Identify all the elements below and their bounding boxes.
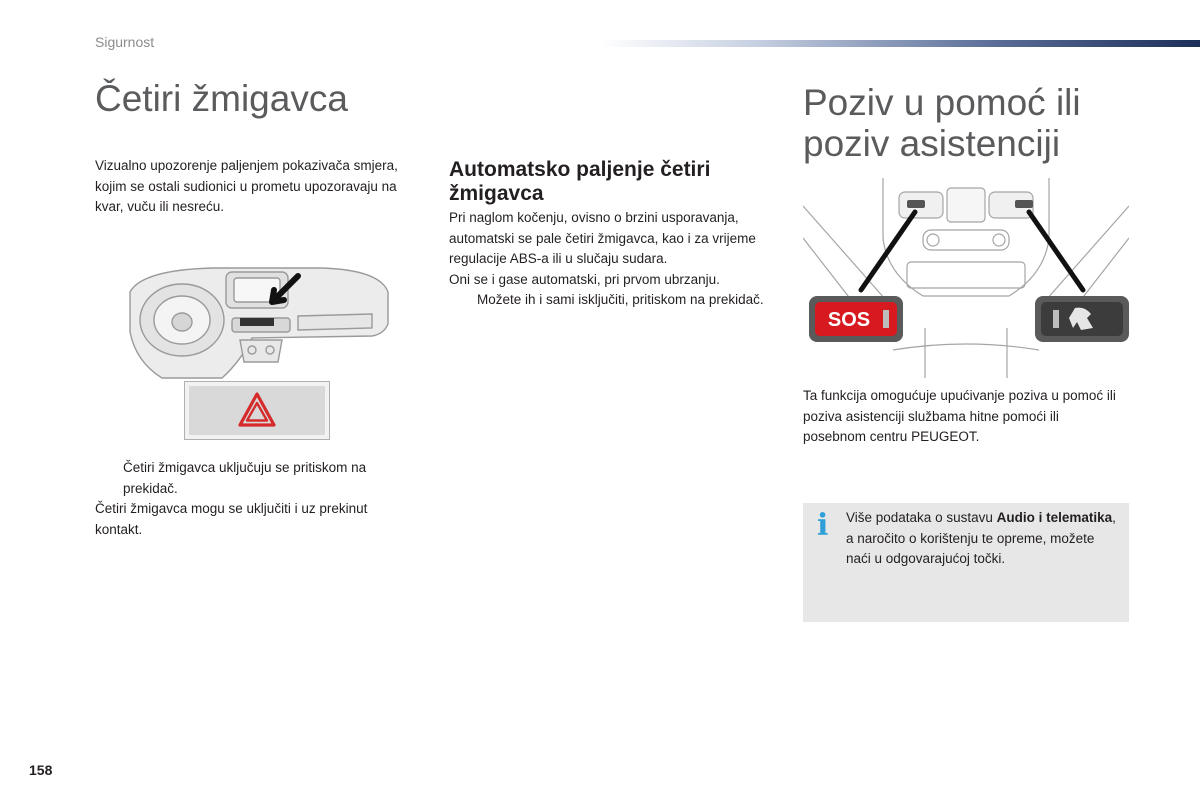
page-title-hazard-lights: Četiri žmigavca: [95, 78, 348, 119]
bullet-text: Četiri žmigavca uključuju se pritiskom na prekidač.: [123, 460, 367, 496]
section-label: Sigurnost: [95, 34, 155, 50]
hazard-note: Četiri žmigavca mogu se uključiti i uz prekinut kontakt.: [95, 501, 368, 537]
dashboard-illustration: [122, 262, 392, 380]
info-box: [803, 503, 1129, 622]
auto-hazard-paragraph-2: Oni se i gase automatski, pri prvom ubrzanju.: [449, 271, 720, 287]
auto-hazard-text: [449, 208, 774, 311]
bullet-marker: [449, 290, 477, 311]
info-text-suffix: , a naročito o korištenju te opreme, možete naći u odgovarajućoj točki.: [846, 510, 1116, 566]
page-title-emergency-call: Poziv u pomoć ili poziv asistenciji: [803, 82, 1081, 165]
hazard-switch-icon: [184, 381, 330, 440]
sos-console-illustration: [803, 178, 1129, 378]
info-icon: i: [817, 508, 829, 543]
info-text-bold: Audio i telematika: [996, 510, 1113, 525]
auto-hazard-heading: Automatsko paljenje četiri žmigavca: [449, 158, 711, 205]
hazard-intro-text: Vizualno upozorenje paljenjem pokazivača smjera, kojim se ostali sudionici u prometu upozoravaju na kvar, vuču ili nesreću.: [95, 158, 398, 214]
page-number: 158: [29, 762, 53, 778]
bullet-text: Možete ih i sami isključiti, pritiskom na prekidač.: [477, 292, 764, 307]
emergency-call-text: Ta funkcija omogućuje upućivanje poziva u pomoć ili poziva asistenciji službama hitne pomoći ili posebnom centru PEUGEOT.: [803, 388, 1116, 444]
info-text: [846, 508, 1116, 570]
header-gradient-bar: [600, 40, 1200, 47]
hazard-instructions: [95, 458, 415, 540]
bullet-item: [449, 290, 774, 311]
bullet-marker: [95, 458, 123, 499]
info-text-prefix: Više podataka o sustavu: [846, 510, 997, 525]
auto-hazard-paragraph-1: Pri naglom kočenju, ovisno o brzini usporavanja, automatski se pale četiri žmigavca, kao i za vrijeme regulacije ABS-a ili u slučaju sudara.: [449, 210, 756, 266]
bullet-item: [95, 458, 415, 499]
sos-button-label: SOS: [827, 309, 871, 331]
